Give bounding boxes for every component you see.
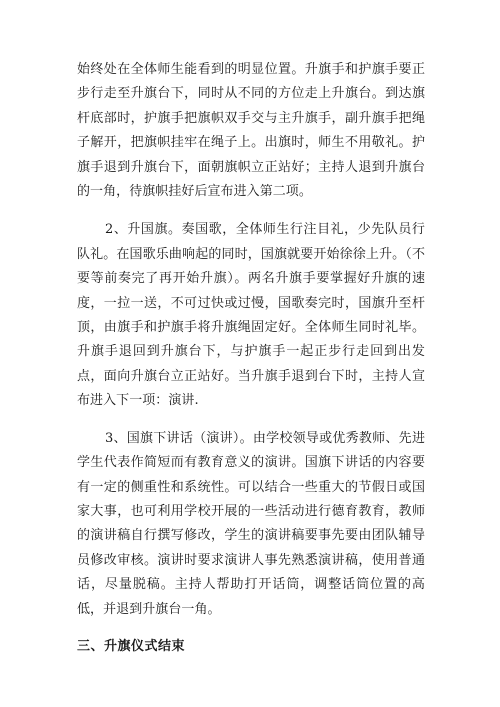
paragraph-flag-speech: 3、国旗下讲话（演讲）。由学校领导或优秀教师、先进学生代表作简短而有教育意义的演讲。国旗下讲话的内容要有一定的侧重性和系统性。可以结合一些重大的节假日或国家大事，也可利用学校开展的一些活动进行德育教育，教师的演讲稿自行撰写修改，学生的演讲稿要事先要由团队辅导员修改审核。演讲时要求演讲人事先熟悉演讲稿，使用普通话，尽量脱稿。主持人帮助打开话筒，调整话筒位置的高低，并退到升旗台一角。 [77, 430, 425, 617]
paragraph-raise-national-flag: 2、升国旗。奏国歌，全体师生行注目礼，少先队员行队礼。在国歌乐曲响起的同时，国旗就要开始徐徐上升。（不要等前奏完了再开始升旗）。两名升旗手要掌握好升旗的速度，一拉一送，不可过快或过慢，国歌奏完时，国旗升至杆顶，由旗手和护旗手将升旗绳固定好。全体师生同时礼毕。升旗手退回到升旗台下，与护旗手一起正步行走回到出发点，面向升旗台立正站好。当升旗手退到台下时，主持人宣布进入下一项：演讲. [77, 222, 425, 409]
section-heading: 三、升旗仪式结束 [77, 638, 186, 654]
paragraph-flag-raising-prep: 始终处在全体师生能看到的明显位置。升旗手和护旗手要正步行走至升旗台下，同时从不同的方位走上升旗台。到达旗杆底部时，护旗手把旗帜双手交与主升旗手，副升旗手把绳子解开，把旗帜挂牢在绳子上。出旗时，师生不用敬礼。护旗手退到升旗台下，面朝旗帜立正站好；主持人退到升旗台的一角，待旗帜挂好后宣布进入第二项。 [77, 62, 425, 200]
document-body [77, 58, 425, 659]
